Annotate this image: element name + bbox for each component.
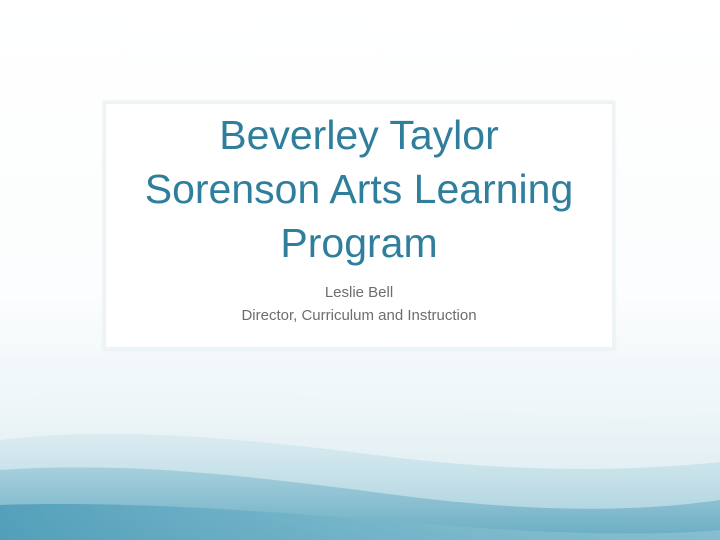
slide-title-line-1: Beverley Taylor [219,112,499,158]
presenter-name: Leslie Bell [324,284,394,301]
slide-title-line-3: Program [280,220,438,266]
slide-title [106,104,612,270]
presenter-role: Director, Curriculum and Instruction [241,307,477,324]
title-placeholder-box [103,101,615,350]
slide-title-line-2: Sorenson Arts Learning [144,166,574,212]
slide-subtitle [106,281,612,327]
